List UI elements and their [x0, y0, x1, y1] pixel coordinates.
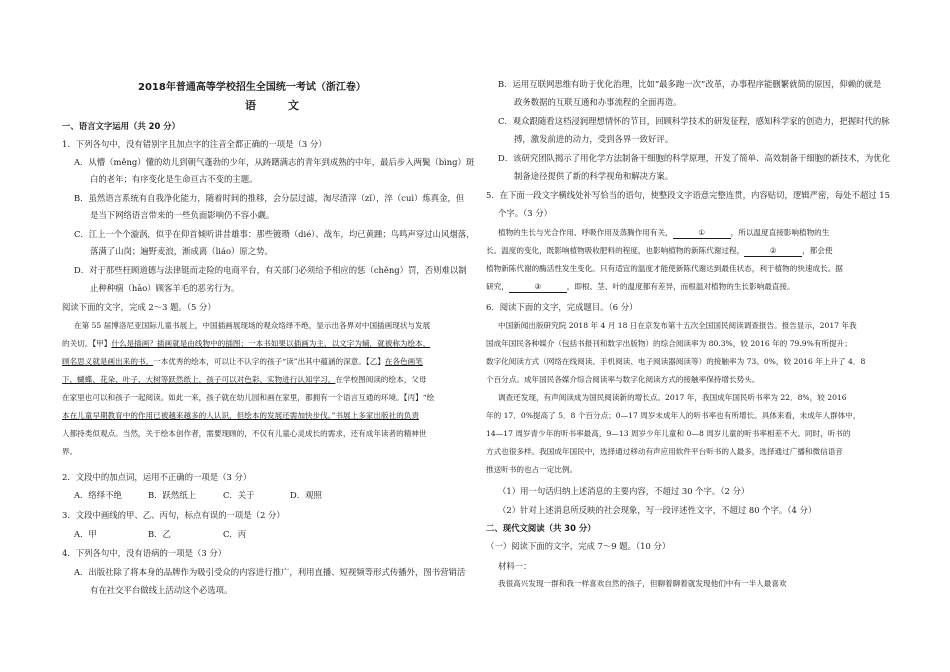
q5-passage-line	[486, 246, 833, 257]
q4-stem: 4．下列各句中，没有语病的一项是（3 分）	[62, 548, 227, 558]
passage-text: 一本优秀的绘本，可以让不认字的孩子“读”出其中蕴涵的深意。【乙】	[153, 357, 385, 366]
section1-heading: 一、语言文字运用（共 20 分）	[62, 121, 180, 131]
passage-line: 在家里也可以和孩子一起阅读。如此一来，孩子就在幼儿园和画在家里，都拥有一个语言互通的环境。【丙】“绘	[62, 393, 435, 402]
q2-option-a: A．络绎不绝	[74, 490, 122, 500]
q3-option-b: B．乙	[148, 529, 171, 539]
q1-option-a-cont: 白的老年；有序变化是生命亘古不变的主题。	[90, 174, 258, 184]
q6-passage-line: 中国新闻出版研究院 2018 年 4 月 18 日在京发布第十五次全国国民阅读调查报告。报告显示，2017 年我	[498, 321, 857, 330]
q6-passage-line: 方式也很多样。我国成年国民中，选择通过移动有声应用软件平台听书的人最多，选择通过广播和微信语音	[486, 447, 843, 456]
q4-option-b: B．运用互联网思维有助于优化治理，比如“最多跑一次”改革，办事程序能删繁就简的原因，仰赖的就是	[498, 79, 882, 89]
q6-passage-line: 14—17 周岁青少年的听书率最高，9—13 周岁少年儿童和 0—8 周岁儿童的听书率相差不大。同时，听书的	[486, 429, 851, 438]
reading-intro: 阅读下面的文字，完成 2～3 题。（5 分）	[62, 302, 216, 312]
passage-line: 界。	[62, 447, 78, 456]
q5-text: ，即根、茎、叶的温度都有差异，而根温对植物的生长影响最直接。	[566, 282, 795, 291]
q4-option-a-cont: 有在社交平台做线上活动这个必选项。	[90, 585, 233, 595]
q6-passage-line: 推送听书的也占一定比例。	[486, 465, 578, 474]
passage-line	[62, 357, 423, 367]
passage-line	[62, 375, 427, 385]
q1-option-d-cont: 止种种痼（hāo）顾客羊毛的恶劣行为。	[90, 283, 240, 293]
q5-passage-line	[498, 228, 829, 239]
q6-passage-line: 数字化阅读方式（网络在线阅读、手机阅读、电子阅读器阅读等）的接触率为 73。0%，较 2016 年上升了 4．8	[486, 357, 866, 366]
q5-text: 长。温度的变化，既影响植物吸收肥料的程度，也影响植物的新陈代谢过程，	[486, 246, 745, 255]
q3-option-c: C．丙	[223, 529, 247, 539]
q6-stem: 6．阅读下面的文字，完成题目。（6 分）	[486, 302, 638, 312]
q1-stem: 1．下列各句中，没有错别字且加点字的注音全都正确的一项是（3 分）	[62, 139, 327, 149]
section2-heading: 二、现代文阅读（共 30 分）	[486, 523, 596, 533]
passage-line: 人都持类似观点。当然，关于绘本创作者，需要现顾的，不仅有儿童心灵成长的需求，还有成年读者的精神世	[62, 429, 427, 438]
q4-option-c-cont: 搏，激发前进的动力，受到各界一致好评。	[514, 134, 674, 144]
sentence-yi: 在各色画笔	[384, 357, 423, 366]
q1-option-a: A．从懵（měng）懂的幼儿到朝气蓬勃的少年，从踌躇满志的青年到成熟的中年，最后步入两鬓（bìng）斑	[74, 157, 475, 167]
sentence-bing: 本在儿童早期教育中的作用已被越来越多的人认识，但绘本的发展还需加快步伐。”书展上多家出版社的负责	[62, 411, 419, 420]
q5-text: ，所以温度直接影响植物的生	[730, 228, 830, 237]
q5-stem: 5．在下面一段文字横线处补写恰当的语句，使整段文字语意完整连贯，内容贴切，逻辑严密，每处不超过 15	[486, 190, 890, 200]
material-line: 我很高兴发现一群和我一样喜欢自然的孩子，但聊着聊着就发现他们中有一半人最喜欢	[498, 579, 787, 588]
q5-passage-line: 植物新陈代谢的酶活性发生变化。只有适宜的温度才能使新陈代谢达到最佳状态，利于植物的快速成长。据	[486, 264, 843, 273]
q6-subquestion-1: （1）用一句话归纳上述消息的主要内容，不超过 30 个字。（2 分）	[498, 486, 750, 496]
q5-stem-cont: 个字。（3 分）	[498, 208, 553, 218]
q4-option-c: C．观众跟随看这档浸润理想情怀的节目，回顾科学技术的研发征程，感知科学家的创造力，把握时代的脉	[498, 116, 890, 126]
q5-passage-line	[486, 282, 795, 293]
exam-title: 2018年普通高等学校招生全国统一考试（浙江卷）	[138, 82, 366, 93]
subject-title: 语 文	[245, 99, 313, 112]
q4-option-a: A．出版社除了将本身的品牌作为吸引受众的内容进行推广，利用直播、短视频等形式传播外，图书营销活	[74, 567, 466, 577]
q5-text: 植物的生长与光合作用、呼吸作用及蒸腾作用有关，	[498, 228, 673, 237]
passage-line	[62, 339, 430, 349]
section2-subheading: （一）阅读下面的文字，完成 7～9 题。（10 分）	[486, 541, 671, 551]
material-label: 材料一：	[498, 561, 532, 571]
q1-option-c-cont: 落满了山岗；遍野麦浪，渐成离（liáo）原之势。	[90, 246, 273, 256]
q2-option-c: C．关于	[223, 490, 255, 500]
q6-passage-line: 年的 17．0%提高了 5．8 个百分点；0—17 周岁未成年人的听书率也有所增长。具体来看，未成年人群体中，	[486, 411, 861, 420]
q3-option-a: A．甲	[74, 529, 97, 539]
q6-passage-line: 国成年国民各种媒介（包括书报刊和数字出版物）的综合阅读率为 80.3%，较 2016 年的 79.9%有所提升；	[486, 339, 852, 348]
fill-blank-3[interactable]: ③	[509, 282, 567, 293]
q6-subquestion-2: （2）针对上述消息所反映的社会现象，写一段评述性文字，不超过 80 个字。（4 分）	[498, 505, 817, 515]
q1-option-b: B．虽然语言系统有自我净化能力，随着时间的推移，会分层过滤，淘尽渣滓（zǐ），淬（cuì）炼真金，但	[74, 193, 465, 203]
q1-option-b-cont: 是当下网络语言带来的一些负面影响仍不容小觑。	[90, 210, 275, 220]
q4-option-d-cont: 制备途径提供了新的科学视角和解决方案。	[514, 171, 674, 181]
passage-text: 在学校图阅读的绘本，父母	[335, 375, 427, 384]
q6-passage-line: 个百分点。成年国民各媒介综合阅读率与数字化阅读方式的接触率保持增长势头。	[486, 375, 760, 384]
q5-text: 研究，	[486, 282, 509, 291]
q1-option-d: D．对于那些枉顾道德与法律铤而走险的电商平台，有关部门必须给予相应的惩（chěng）罚，否则难以制	[74, 265, 467, 275]
q3-stem: 3．文段中画线的甲、乙、丙句，标点有误的一项是（2 分）	[62, 510, 285, 520]
passage-line: 在第 55 届博洛尼亚国际儿童书展上，中国插画展现场的观众络绎不绝，显示出各界对中国插画现状与发展	[74, 321, 431, 330]
q5-text: ，都会使	[802, 246, 833, 255]
q6-passage-line: 调查还发现，有声阅读成为国民阅读新的增长点。2017 年，我国成年国民听书率为 22．8%，较 2016	[498, 393, 847, 402]
q4-option-b-cont: 政务数据的互联互通和办事流程的全面再造。	[514, 97, 682, 107]
q2-option-b: B．跃然纸上	[148, 490, 197, 500]
sentence-jia-cont: 顾名思义就是画出来的书。	[62, 357, 154, 366]
q2-option-d: D．观照	[290, 490, 322, 500]
fill-blank-2[interactable]: ②	[744, 246, 802, 257]
sentence-jia: 什么是插画？插画就是由线物中的插图；一本书如果以插画为主，以文字为辅，就被称为绘本，	[111, 339, 431, 348]
q4-option-d: D．该研究团队揭示了用化学方法制备干细胞的科学原理，开发了简单、高效制备干细胞的新技术，为优化	[498, 153, 890, 163]
q1-option-c: C．江上一个个漩涡，似乎在仰首倾听讲昔雄事：那些镀瓒（dié）、战车，均已黄踵；鸟鸣声穿过山风烟落，	[74, 229, 475, 239]
passage-text: 的关切。【甲】	[62, 339, 112, 348]
q2-stem: 2．文段中的加点词，运用不正确的一项是（3 分）	[62, 472, 252, 482]
sentence-yi-cont: 下，蝴蝶、花朵、叶子、大树等跃然纸上，孩子可以对色彩、实物进行认知学习。	[62, 375, 336, 384]
fill-blank-1[interactable]: ①	[673, 228, 731, 239]
